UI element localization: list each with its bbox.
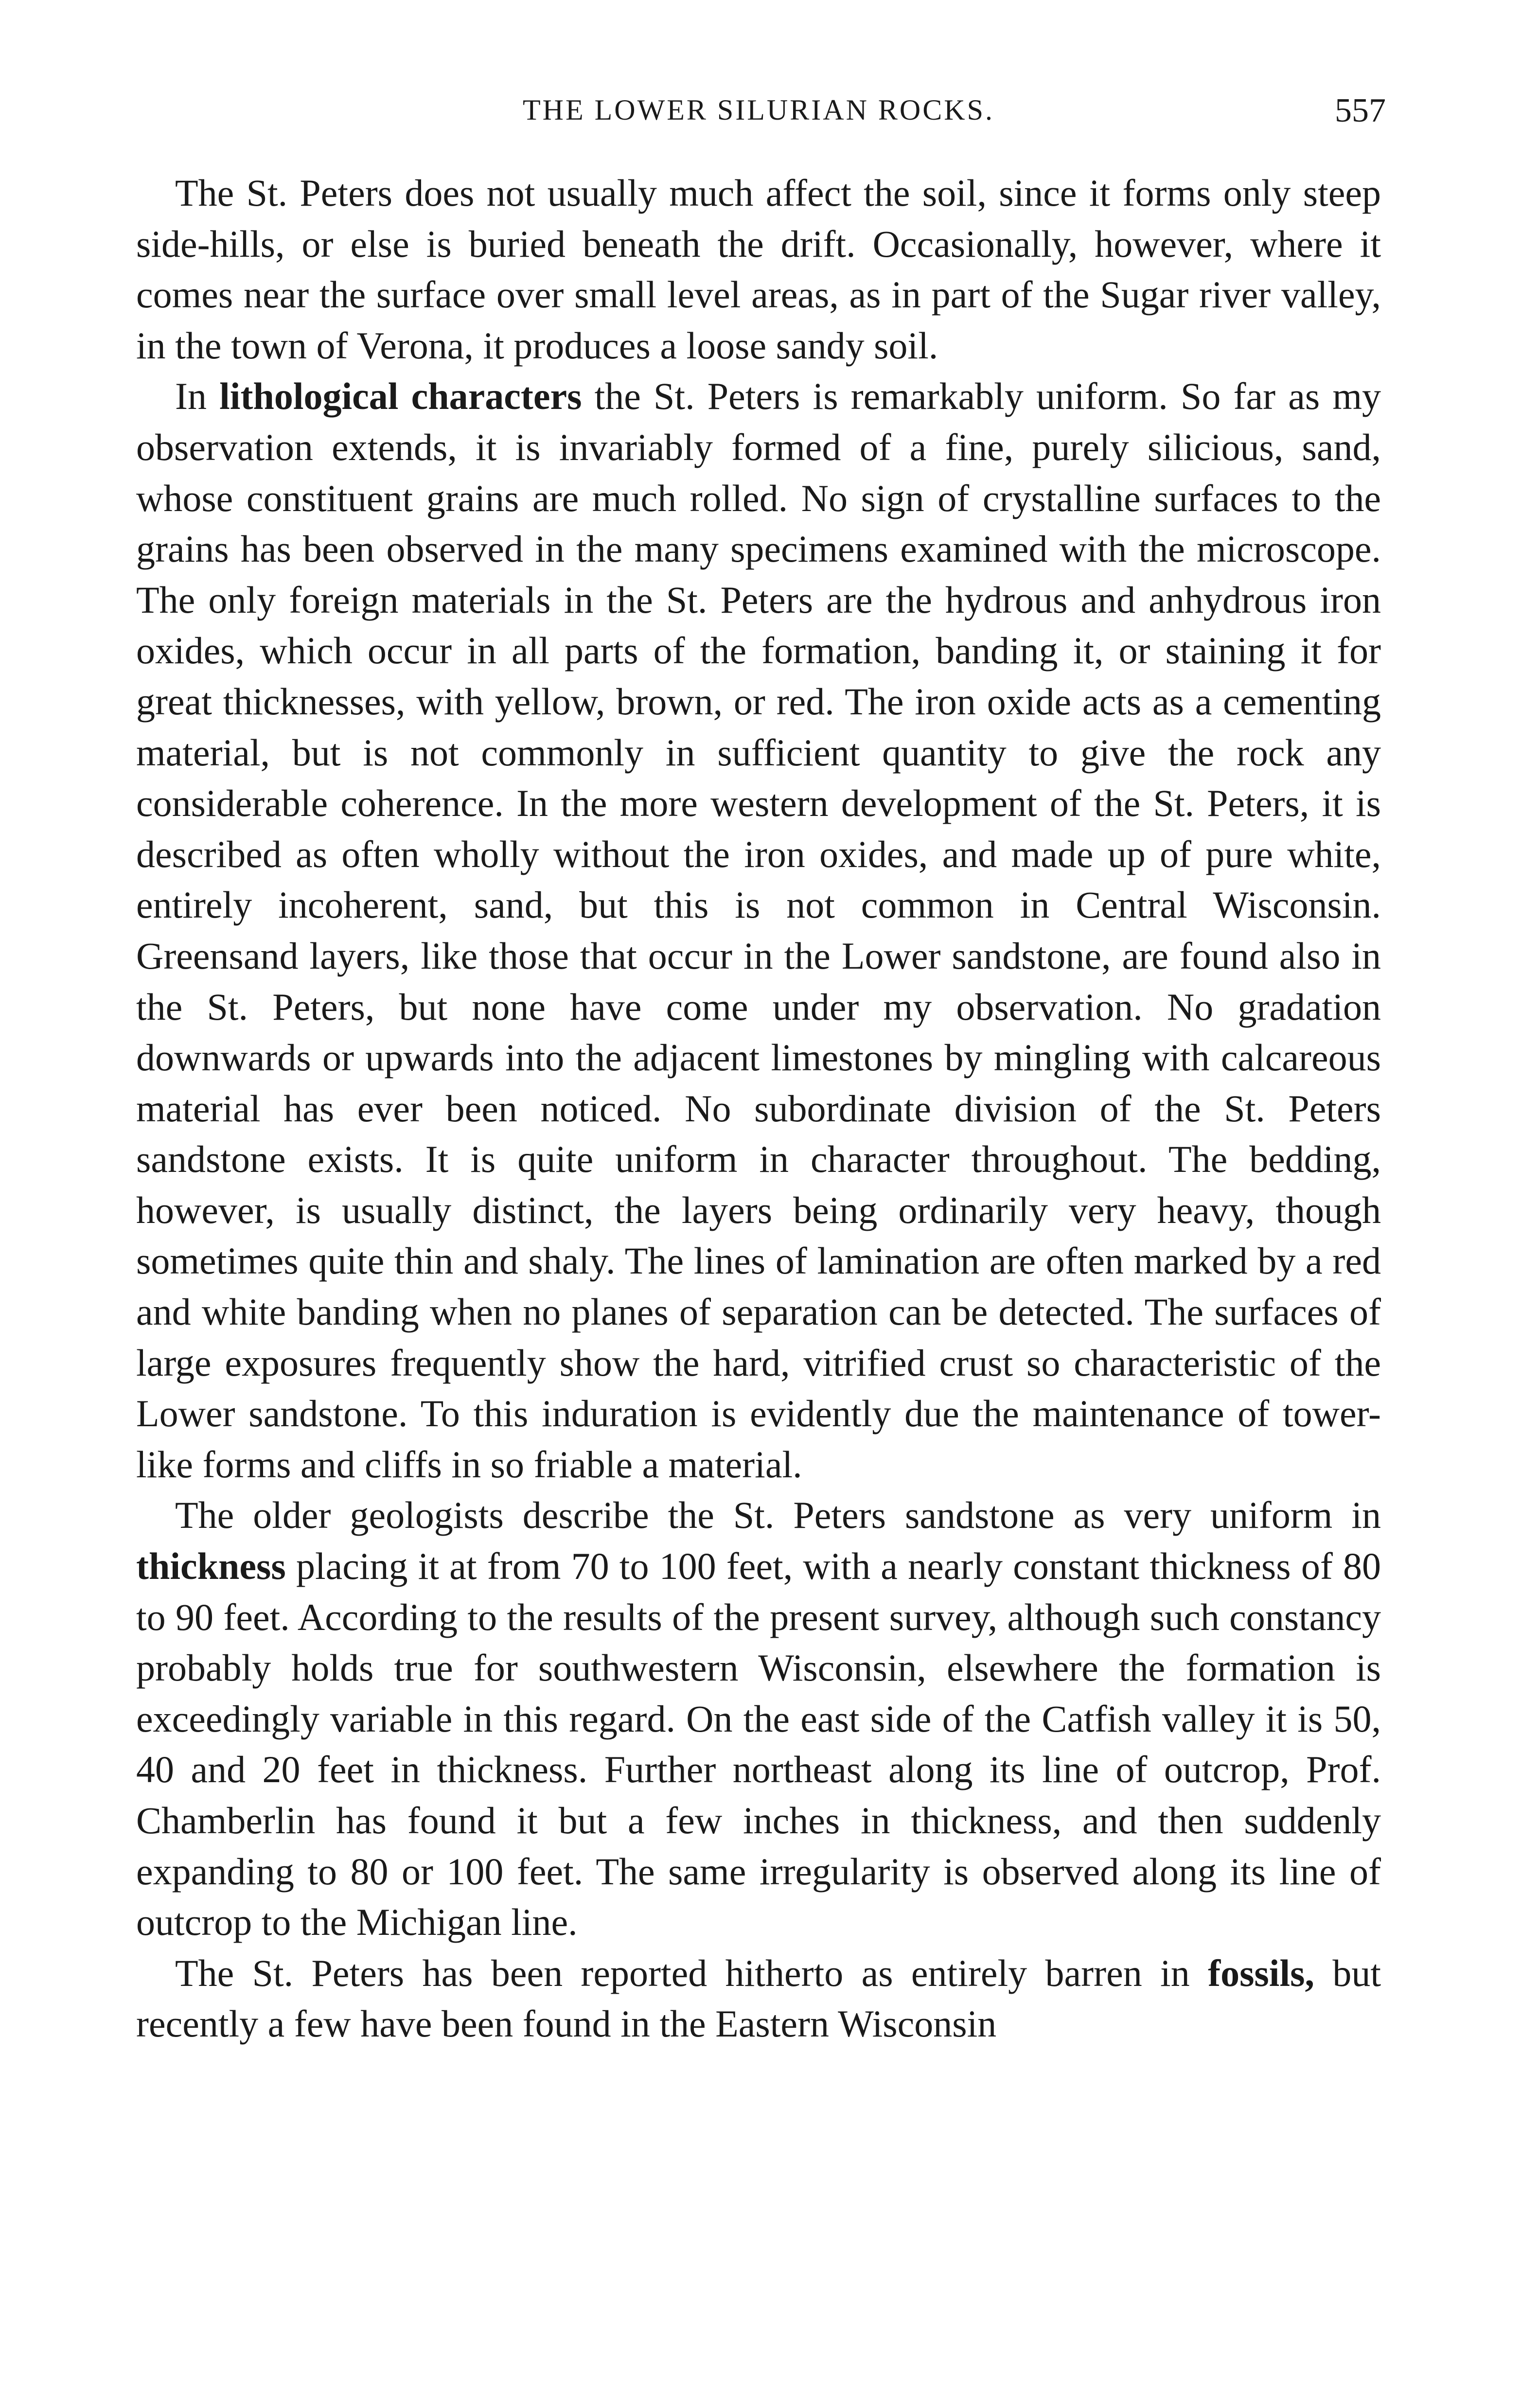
body-text [136,168,1381,2050]
paragraph-lead: The St. Peters has been reported hitherto as entirely barren in [175,1951,1190,1994]
paragraph-rest: placing it at from 70 to 100 feet, with a nearly constant thickness of 80 to 90 feet. According to the results of the present survey, although such constancy probably holds true for southwestern Wisconsin, elsewhere the formation is exceedingly variable in this regard. On the east side of the Catfish valley it is 50, 40 and 20 feet in thickness. Further northeast along its line of outcrop, Prof. Chamberlin has found it but a few inches in thickness, and then suddenly expanding to 80 or 100 feet. The same irregularity is observed along its line of outcrop to the Michigan line. [136,1545,1381,1944]
running-title: THE LOWER SILURIAN ROCKS. [523,94,994,126]
paragraph-lead: In [175,375,207,418]
page-number: 557 [1335,92,1386,129]
paragraph-lithology [136,371,1381,1490]
bold-term-lithological-characters: lithological characters [219,375,582,418]
bold-term-thickness: thickness [136,1545,286,1588]
paragraph-rest: but recently a few have been found in the Eastern Wisconsin [136,1951,1381,2045]
running-head [136,91,1386,135]
paragraph-fossils [136,1948,1381,2050]
paragraph-soil [136,168,1381,371]
paragraph-text: The St. Peters does not usually much affect the soil, since it forms only steep side-hills, or else is buried beneath the drift. Occasionally, however, where it comes near the surface over small level areas, as in part of the Sugar river valley, in the town of Verona, it produces a loose sandy soil. [136,172,1381,367]
paragraph-thickness [136,1490,1381,1948]
bold-term-fossils: fossils, [1208,1951,1314,1994]
paragraph-rest: the St. Peters is remarkably uniform. So far as my observation extends, it is invariably formed of a fine, purely silicious, sand, whose constituent grains are much rolled. No sign of crystalline surfaces to the grains has been observed in the many specimens examined with the microscope. The only foreign materials in the St. Peters are the hydrous and anhydrous iron oxides, which occur in all parts of the formation, banding it, or staining it for great thicknesses, with yellow, brown, or red. The iron oxide acts as a cementing material, but is not commonly in sufficient quantity to give the rock any considerable coherence. In the more western development of the St. Peters, it is described as often wholly without the iron oxides, and made up of pure white, entirely incoherent, sand, but this is not common in Central Wisconsin. Greensand layers, like those that occur in the Lower sandstone, are found also in the St. Peters, but none have come under my observation. No gradation downwards or upwards into the adjacent limestones by mingling with calcareous material has ever been noticed. No subordinate division of the St. Peters sandstone exists. It is quite uniform in character throughout. The bedding, however, is usually distinct, the layers being ordinarily very heavy, though sometimes quite thin and shaly. The lines of lamination are often marked by a red and white banding when no planes of separation can be detected. The surfaces of large exposures frequently show the hard, vitrified crust so characteristic of the Lower sandstone. To this induration is evidently due the maintenance of tower-like forms and cliffs in so friable a material. [136,375,1381,1486]
paragraph-lead: The older geologists describe the St. Peters sandstone as very uniform in [175,1494,1381,1537]
